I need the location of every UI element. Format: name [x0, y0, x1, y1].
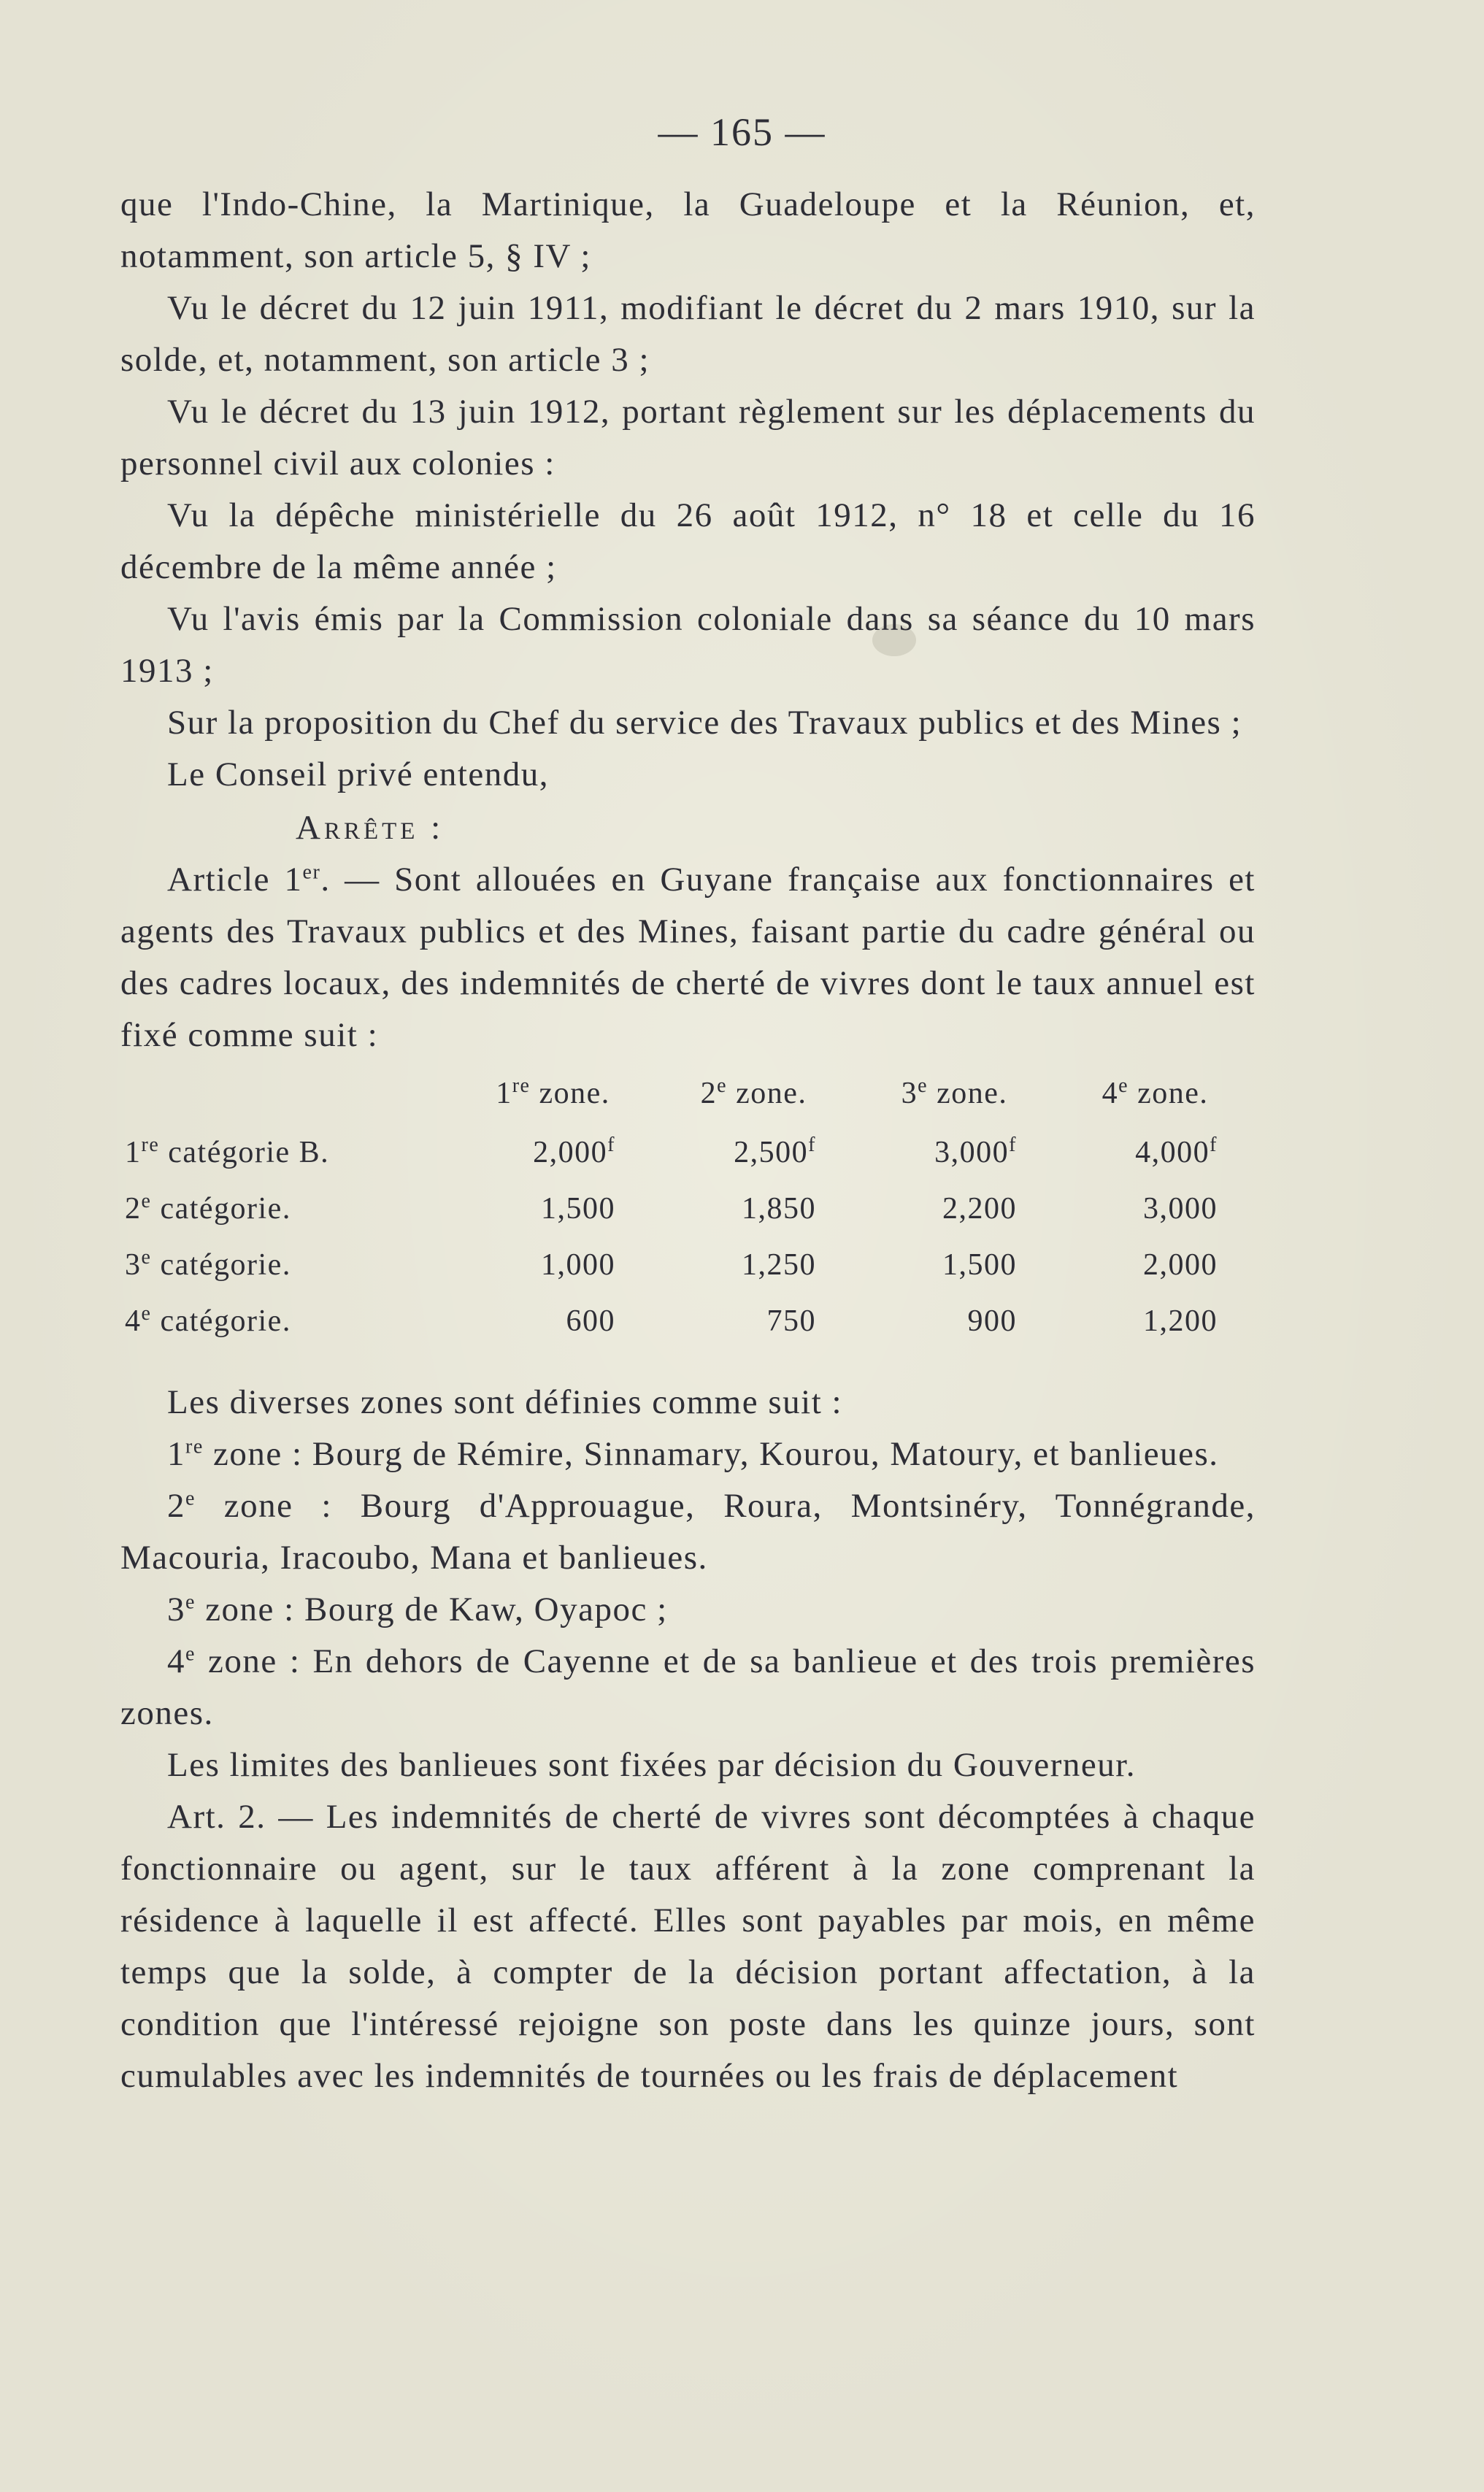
- article-1-label-sup: er: [302, 861, 321, 884]
- zone-definition: 1re zone : Bourg de Rémire, Sinnamary, Kourou, Matoury, et banlieues.: [167, 1435, 1219, 1473]
- rate-cell: 2,000: [1143, 1247, 1218, 1282]
- paragraph-vu-decret-1911: Vu le décret du 12 juin 1911, modifiant le décret du 2 mars 1910, sur la solde, et, notamment, son article 3 ;: [120, 289, 1256, 379]
- table-row: [120, 1293, 1256, 1349]
- rate-cell: 1,200: [1143, 1304, 1218, 1338]
- rate-cell: 1,850: [742, 1191, 816, 1226]
- zones-intro: Les diverses zones sont définies comme suit :: [167, 1383, 843, 1421]
- rates-header-row: [120, 1067, 1256, 1124]
- rate-cell: 600: [566, 1304, 615, 1338]
- paragraph-conseil: Le Conseil privé entendu,: [167, 755, 550, 793]
- page-number: — 165 —: [658, 110, 826, 154]
- rate-cell: 750: [766, 1304, 816, 1338]
- article-1-text: . — Sont allouées en Guyane française aux fonctionnaires et agents des Travaux publics et des Mines, faisant partie du cadre général ou des cadres locaux, des indemnités de cherté de vivres dont le taux annuel est fixé comme suit :: [120, 861, 1256, 1054]
- rates-table: [120, 1067, 1256, 1349]
- rate-cell: 2,500$^f$: [734, 1133, 816, 1169]
- paragraph-continuation: que l'Indo-Chine, la Martinique, la Guadeloupe et la Réunion, et, notamment, son article 5, § IV ;: [120, 185, 1256, 275]
- paragraph-vu-avis: Vu l'avis émis par la Commission coloniale dans sa séance du 10 mars 1913 ;: [120, 600, 1256, 690]
- table-row: [120, 1180, 1256, 1237]
- zone-header: 1re zone.: [496, 1074, 610, 1110]
- rate-cell: 1,500: [541, 1191, 615, 1226]
- zone-definition: 4e zone : En dehors de Cayenne et de sa banlieue et des trois premières zones.: [120, 1642, 1256, 1732]
- article-2-label: Art. 2.: [167, 1798, 266, 1836]
- category-label: 3e catégorie.: [125, 1245, 291, 1282]
- rate-cell: 2,200: [942, 1191, 1017, 1226]
- rate-cell: 1,250: [742, 1247, 816, 1282]
- category-label: 4e catégorie.: [125, 1301, 291, 1338]
- zone-header: 2e zone.: [700, 1074, 807, 1110]
- rate-cell: 1,500: [942, 1247, 1017, 1282]
- rate-cell: 1,000: [541, 1247, 615, 1282]
- article-1: [120, 854, 1256, 1061]
- rate-cell: 3,000$^f$: [934, 1133, 1017, 1169]
- zone-header: 3e zone.: [901, 1074, 1008, 1110]
- rate-cell: 4,000$^f$: [1135, 1133, 1218, 1169]
- table-row: [120, 1237, 1256, 1293]
- paragraph-proposition: Sur la proposition du Chef du service des Travaux publics et des Mines ;: [167, 704, 1242, 742]
- zone-header: 4e zone.: [1102, 1074, 1209, 1110]
- limits-paragraph: Les limites des banlieues sont fixées par décision du Gouverneur.: [167, 1746, 1137, 1784]
- paragraph-vu-depeche: Vu la dépêche ministérielle du 26 août 1912, n° 18 et celle du 16 décembre de la même année ;: [120, 496, 1256, 586]
- article-2-text: — Les indemnités de cherté de vivres sont décomptées à chaque fonctionnaire ou agent, sur le taux afférent à la zone comprenant la résidence à laquelle il est affecté. Elles sont payables par mois, en même temps que la solde, à compter de la décision portant affectation, à la condition que l'intéressé rejoigne son poste dans les quinze jours, sont cumulables avec les indemnités de tournées ou les frais de déplacement: [120, 1798, 1256, 2095]
- category-label: 2e catégorie.: [125, 1189, 291, 1226]
- rate-cell: 900: [967, 1304, 1017, 1338]
- body-text: [120, 179, 1256, 2102]
- category-label: 1re catégorie B.: [125, 1133, 330, 1169]
- zone-definition: 3e zone : Bourg de Kaw, Oyapoc ;: [167, 1591, 668, 1628]
- article-2: [120, 1791, 1256, 2102]
- rate-cell: 2,000$^f$: [533, 1133, 615, 1169]
- rate-cell: 3,000: [1143, 1191, 1218, 1226]
- zone-definition: 2e zone : Bourg d'Approuague, Roura, Montsinéry, Tonnégrande, Macouria, Iracoubo, Mana et banlieues.: [120, 1487, 1256, 1577]
- article-1-label: Article 1: [167, 861, 303, 899]
- paragraph-vu-decret-1912: Vu le décret du 13 juin 1912, portant règlement sur les déplacements du personnel civil aux colonies :: [120, 393, 1256, 482]
- arrete-heading: Arrête :: [296, 809, 445, 847]
- table-row: [120, 1124, 1256, 1180]
- rates-header-empty: [120, 1067, 453, 1124]
